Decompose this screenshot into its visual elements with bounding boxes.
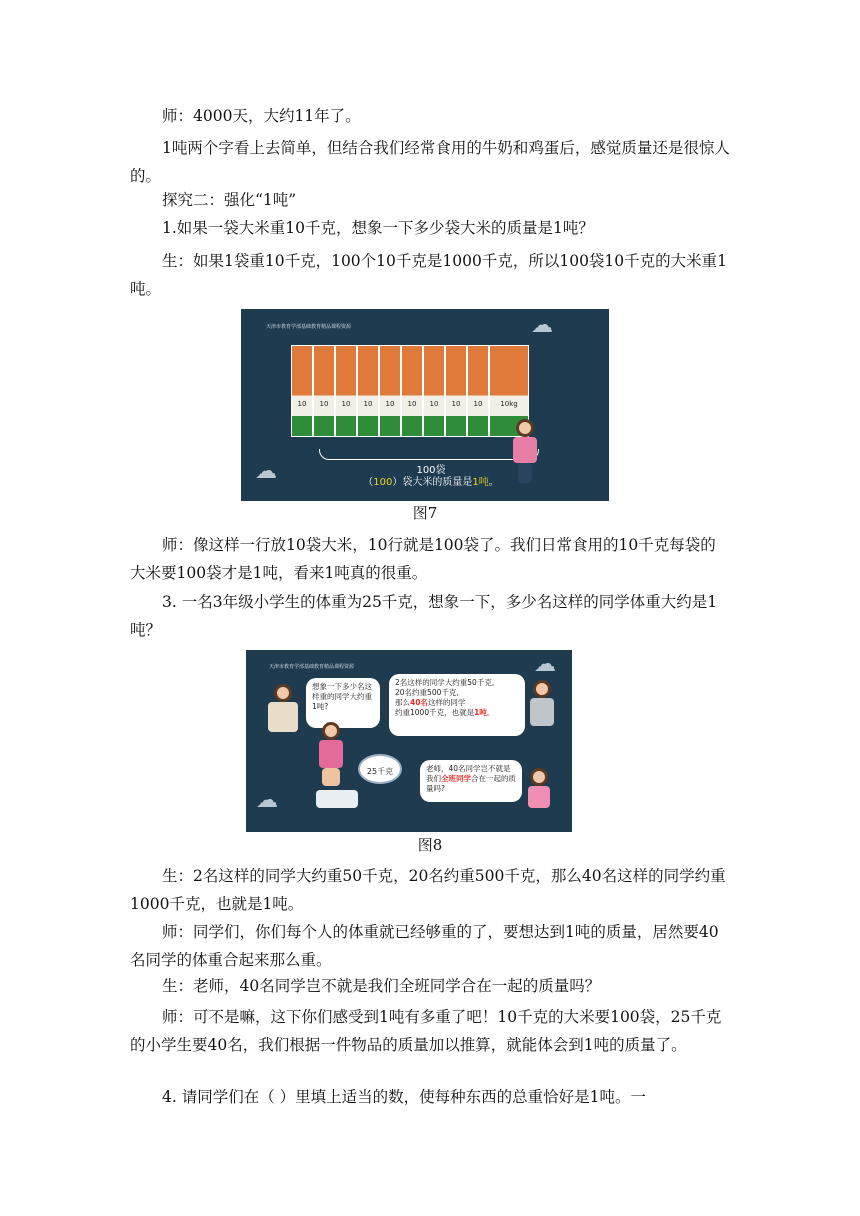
- rice-bag: 10: [467, 345, 489, 437]
- cloud-decoration-icon: ☁: [256, 788, 278, 813]
- rice-bag: 10: [313, 345, 335, 437]
- weighing-scale: [316, 790, 358, 808]
- paragraph-4: 1.如果一袋大米重10千克，想象一下多少袋大米的质量是1吨？: [162, 219, 594, 237]
- paragraph-6: 师：像这样一行放10袋大米，10行就是100袋了。我们日常食用的10千克每袋的大米要100袋才是1吨，看来1吨真的很重。: [130, 536, 716, 582]
- rice-bag: 10: [401, 345, 423, 437]
- figure-7-rice-bags-image: [241, 309, 609, 501]
- rice-bag: 10: [335, 345, 357, 437]
- figure-8-top-tag: 天津市教育学部基础教育精品课程资源: [269, 664, 355, 670]
- rice-bag: 10: [423, 345, 445, 437]
- paragraph-1: 师：4000天，大约11年了。: [162, 107, 361, 125]
- paragraph-8: 生：2名这样的同学大约重50千克，20名约重500千克，那么40名这样的同学约重1000千克，也就是1吨。: [130, 867, 726, 913]
- cloud-decoration-icon: ☁: [255, 459, 277, 484]
- boy-speech-bubble: 2名这样的同学大约重50千克, 20名约重500千克, 那么40名这样的同学 约重1000千克，也就是1吨。: [389, 674, 525, 736]
- girl-speech-bubble: 老师，40名同学岂不就是我们全班同学合在一起的质量吗?: [420, 760, 522, 802]
- cloud-decoration-icon: ☁: [534, 652, 556, 677]
- rice-bag: 10kg: [489, 345, 529, 437]
- rice-bag: 10: [357, 345, 379, 437]
- figure-7-top-tag: 天津市教育学部基础教育精品课程资源: [266, 324, 352, 330]
- paragraph-7: 3. 一名3年级小学生的体重为25千克，想象一下，多少名这样的同学体重大约是1吨？: [130, 593, 718, 639]
- rice-bag: 10: [379, 345, 401, 437]
- paragraph-11: 师：可不是嘛，这下你们感受到1吨有多重了吧！10千克的大米要100袋，25千克的小学生要40名，我们根据一件物品的质量加以推算，就能体会到1吨的质量了。: [130, 1008, 722, 1054]
- rice-bag: 10: [445, 345, 467, 437]
- figure-8-students-image: [246, 650, 572, 832]
- brace-bracket: [319, 449, 539, 460]
- paragraph-3: 探究二：强化“1吨”: [162, 191, 297, 209]
- cloud-decoration-icon: ☁: [531, 313, 553, 338]
- teacher-speech-bubble: 想象一下多少名这样重的同学大约重1吨?: [306, 678, 380, 728]
- figure-8-caption: 图8: [417, 836, 443, 854]
- bag-count-label: 100袋: [416, 465, 446, 476]
- paragraph-2: 1吨两个字看上去简单，但结合我们经常食用的牛奶和鸡蛋后，感觉质量还是很惊人的。: [130, 139, 730, 185]
- paragraph-5: 生：如果1袋重10千克，100个10千克是1000千克，所以100袋10千克的大米重1吨。: [130, 252, 728, 298]
- rice-bag-rows: [291, 337, 553, 447]
- paragraph-12: 4. 请同学们在（ ）里填上适当的数，使每种东西的总重恰好是1吨。一: [162, 1088, 647, 1106]
- paragraph-9: 师：同学们，你们每个人的体重就已经够重的了，要想达到1吨的质量，居然要40名同学的体重合起来那么重。: [130, 923, 719, 969]
- scale-dial-readout: 25千克: [358, 754, 402, 784]
- figure-7-caption: 图7: [412, 504, 438, 522]
- figure-7-sentence: （100）袋大米的质量是1吨。: [363, 477, 499, 488]
- paragraph-10: 生：老师，40名同学岂不就是我们全班同学合在一起的质量吗？: [162, 977, 601, 995]
- rice-bag: 10: [291, 345, 313, 437]
